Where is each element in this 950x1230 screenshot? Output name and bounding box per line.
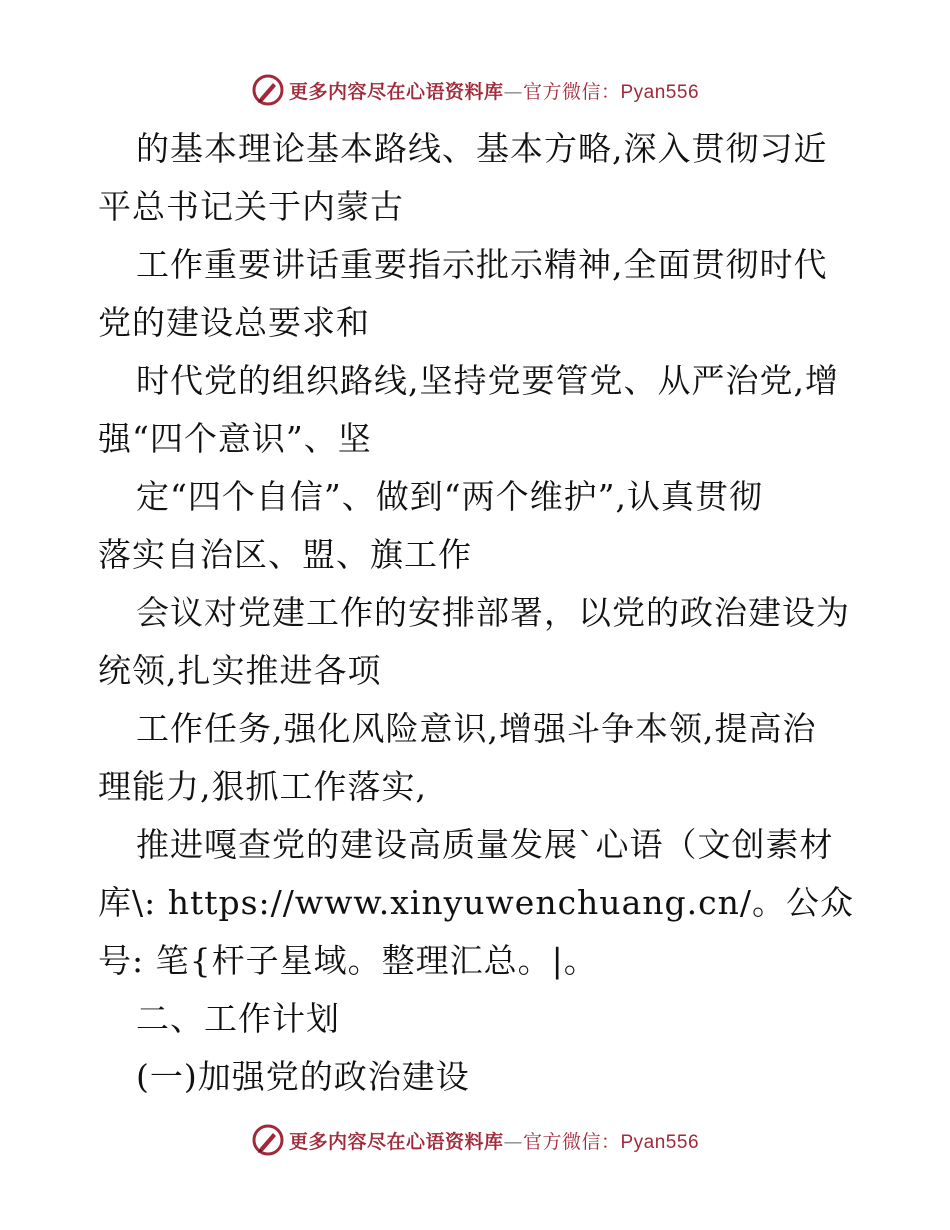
paragraph-line: 时代党的组织路线,坚持党要管党、从严治党,增 [136,361,839,400]
header-wechat-label: 官方微信： [522,80,621,103]
paragraph-line: 理能力,狠抓工作落实, [98,767,427,806]
footer-watermark-banner [0,1120,950,1160]
paragraph-line: 党的建设总要求和 [98,303,370,342]
paragraph-line: 号: 笔{杆子星域。整理汇总。|。 [98,941,598,980]
footer-wechat-label: 官方微信： [522,1130,621,1153]
header-wechat-id: Pyan556 [620,81,700,103]
header-separator: — [503,80,523,103]
paragraph-line: 会议对党建工作的安排部署，以党的政治建设为 [136,593,850,632]
pen-logo-icon [251,1123,285,1157]
header-site-name: 更多内容尽在心语资料库 [288,80,504,103]
paragraph-line: 强“四个意识”、坚 [98,419,372,458]
paragraph-line: 定“四个自信”、做到“两个维护”,认真贯彻 [136,477,763,516]
footer-wechat-id: Pyan556 [620,1131,700,1153]
section-heading: 二、工作计划 [136,999,340,1038]
paragraph-line: 的基本理论基本路线、基本方略,深入贯彻习近 [136,129,828,168]
footer-separator: — [503,1130,523,1153]
paragraph-line: 工作重要讲话重要指示批示精神,全面贯彻时代 [136,245,828,284]
header-watermark-banner [0,70,950,110]
pen-logo-icon [251,73,285,107]
header-banner-text [289,77,699,104]
paragraph-line: 平总书记关于内蒙古 [98,187,404,226]
paragraph-line: 统领,扎实推进各项 [98,651,382,690]
subsection-heading: (一)加强党的政治建设 [136,1057,470,1096]
paragraph-line: 落实自治区、盟、旗工作 [98,535,472,574]
footer-site-name: 更多内容尽在心语资料库 [288,1130,504,1153]
paragraph-line: 库\: https://www.xinyuwenchuang.cn/。公众 [98,883,854,922]
paragraph-line: 工作任务,强化风险意识,增强斗争本领,提高治 [136,709,817,748]
paragraph-line: 推进嘎查党的建设高质量发展`心语（文创素材 [136,825,834,864]
footer-banner-text [289,1127,699,1154]
document-body [98,120,858,1106]
